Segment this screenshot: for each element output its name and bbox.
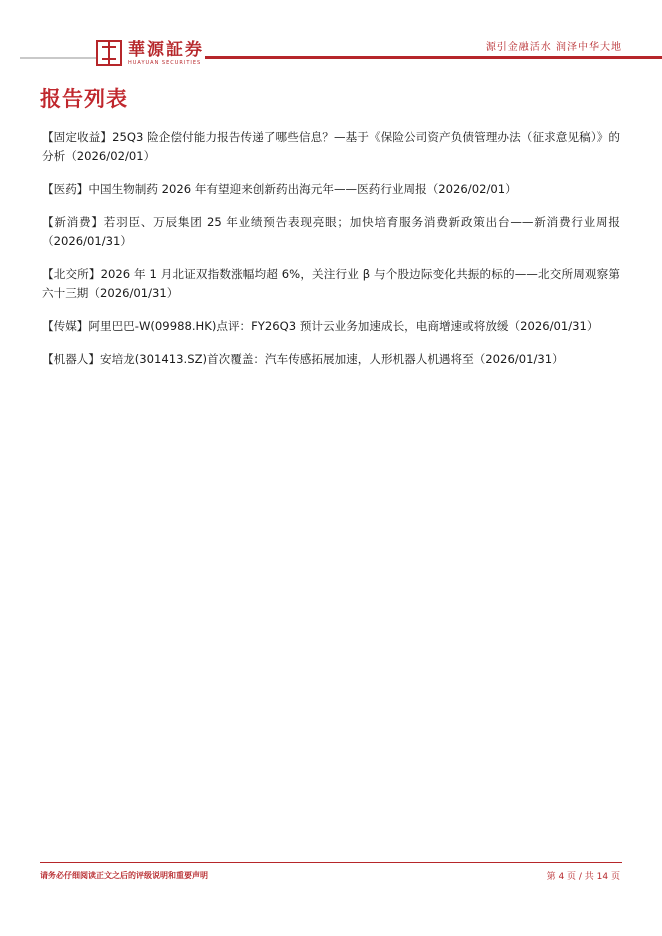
report-item[interactable] <box>42 128 620 166</box>
header-divider-red <box>205 56 662 59</box>
logo-emblem-icon <box>96 40 122 66</box>
report-item[interactable] <box>42 213 620 251</box>
report-item[interactable] <box>42 350 620 369</box>
report-list <box>42 128 620 383</box>
report-category: 【医药】 <box>42 182 89 196</box>
footer-disclaimer: 请务必仔细阅读正文之后的评级说明和重要声明 <box>40 871 208 880</box>
report-title: 安培龙(301413.SZ)首次覆盖：汽车传感拓展加速，人形机器人机遇将至（2026/01/31） <box>99 352 564 366</box>
logo-english-name: HUAYUAN SECURITIES <box>128 60 202 66</box>
report-category: 【新消费】 <box>42 215 104 229</box>
header-slogan: 源引金融活水 润泽中华大地 <box>485 42 622 53</box>
header-divider-gray <box>20 57 96 59</box>
page-title: 报告列表 <box>40 87 128 111</box>
report-title: 若羽臣、万辰集团 25 年业绩预告表现亮眼；加快培育服务消费新政策出台——新消费行业周报（2026/01/31） <box>42 215 620 248</box>
report-category: 【北交所】 <box>42 267 101 281</box>
footer-divider <box>40 862 622 863</box>
report-category: 【固定收益】 <box>42 130 113 144</box>
company-logo <box>96 40 204 66</box>
report-title: 中国生物制药 2026 年有望迎来创新药出海元年——医药行业周报（2026/02/01） <box>88 182 517 196</box>
report-title: 2026 年 1 月北证双指数涨幅均超 6%，关注行业 β 与个股边际变化共振的标的——北交所周观察第六十三期（2026/01/31） <box>42 267 620 300</box>
report-title: 阿里巴巴-W(09988.HK)点评：FY26Q3 预计云业务加速成长，电商增速或将放缓（2026/01/31） <box>88 319 599 333</box>
report-category: 【传媒】 <box>42 319 89 333</box>
report-item[interactable] <box>42 265 620 303</box>
page-number: 第 4 页 / 共 14 页 <box>546 872 620 882</box>
page-header <box>0 0 662 72</box>
report-category: 【机器人】 <box>42 352 100 366</box>
report-title: 25Q3 险企偿付能力报告传递了哪些信息？—基于《保险公司资产负债管理办法（征求意见稿）》的分析（2026/02/01） <box>42 130 620 163</box>
logo-chinese-name: 華源証券 <box>128 40 204 60</box>
report-item[interactable] <box>42 180 620 199</box>
report-item[interactable] <box>42 317 620 336</box>
